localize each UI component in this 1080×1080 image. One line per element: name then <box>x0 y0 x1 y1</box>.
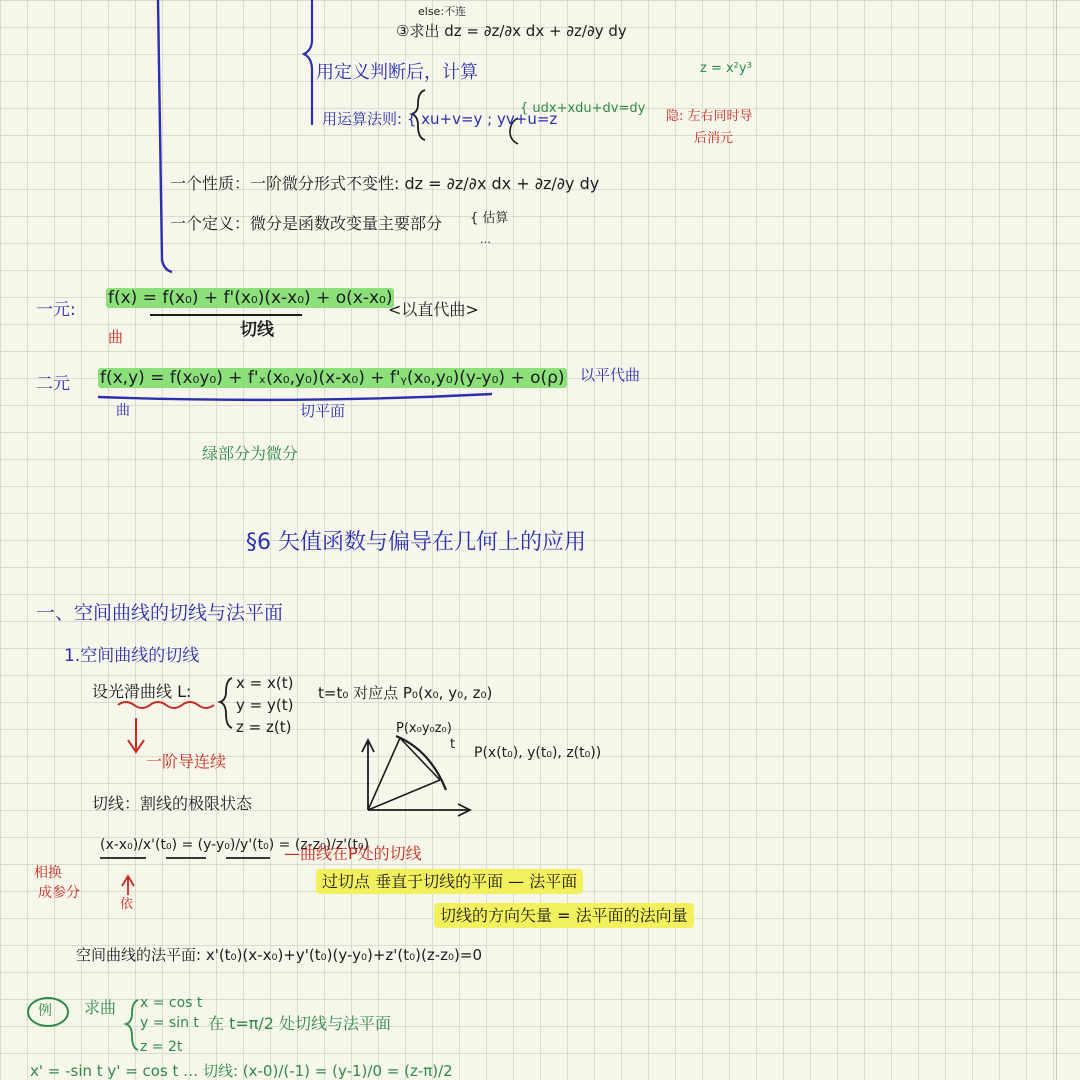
two-var-plane-label: 切平面 <box>300 402 346 420</box>
tangent-equation-note: —曲线在P处的切线 <box>284 844 422 863</box>
curve-definition-label: 设光滑曲线 L: <box>92 682 192 701</box>
yellow-note-direction-vector <box>434 908 694 924</box>
subheading-curve-tangent: 1.空间曲线的切线 <box>64 646 200 666</box>
section-title: §6 矢值函数与偏导在几何上的应用 <box>246 530 586 555</box>
continuity-note: 一阶导连续 <box>146 752 227 771</box>
estimate-ellipsis: … <box>480 233 491 246</box>
else-note: else:不连 <box>418 5 467 18</box>
two-var-underline <box>98 394 492 400</box>
two-var-curve-label: 曲 <box>116 403 130 419</box>
diagram-curve <box>396 736 446 790</box>
param-y: y = y(t) <box>236 696 294 714</box>
param-x: x = x(t) <box>236 674 294 692</box>
property-form-invariance: 一个性质：一阶微分形式不变性: dz = ∂z/∂x dx + ∂z/∂y dy <box>170 174 600 193</box>
example-label: 例 <box>38 1003 52 1019</box>
diagram-p0-label: P(x₀y₀z₀) <box>396 721 452 736</box>
tangent-equation: (x-x₀)/x'(t₀) = (y-y₀)/y'(t₀) = (z-z₀)/z'(t₀) <box>100 837 370 853</box>
item-3-total-differential: ③求出 dz = ∂z/∂x dx + ∂z/∂y dy <box>396 22 627 40</box>
diagram-t-label: t <box>450 737 456 752</box>
method-definition: 用定义判断后，计算 <box>316 62 478 83</box>
diagram-secant-3 <box>400 738 440 780</box>
green-note-differential: 绿部分为微分 <box>202 444 299 463</box>
yellow-note-normal-plane <box>316 874 583 890</box>
red-wavy-underline <box>118 702 214 708</box>
example-z: z = 2t <box>140 1039 183 1055</box>
rule-result: { udx+xdu+dv=dy <box>520 101 646 116</box>
param-z: z = z(t) <box>236 718 292 736</box>
diagram-p-label: P(x(t₀), y(t₀), z(t₀)) <box>474 745 602 761</box>
bottom-partial-line: x' = -sin t y' = cos t … 切线: (x-0)/(-1) = (y-1)/0 = (z-π)/2 <box>30 1062 453 1080</box>
one-var-label: 一元: <box>36 300 76 320</box>
estimate-note: { 估算 <box>470 211 509 226</box>
red-left-note-1: 相换 <box>34 865 62 881</box>
red-under-note: 依 <box>120 897 134 912</box>
normal-plane-equation: 空间曲线的法平面: x'(t₀)(x-x₀)+y'(t₀)(y-y₀)+z'(t₀)(z-z₀)=0 <box>76 946 482 964</box>
right-margin-line <box>1056 0 1057 1080</box>
definition-differential: 一个定义：微分是函数改变量主要部分 <box>170 214 443 233</box>
one-var-curve-label: 曲 <box>108 328 124 346</box>
example-z: z = x²y³ <box>700 61 752 76</box>
param-brace <box>220 678 232 728</box>
example-task: 在 t=π/2 处切线与法平面 <box>208 1014 392 1033</box>
two-var-note: 以平代曲 <box>580 366 641 384</box>
yellow-note-direction-vector-text: 切线的方向矢量 = 法平面的法向量 <box>434 903 694 928</box>
red-left-note-2: 成参分 <box>38 885 80 901</box>
one-var-tangent-label: 切线 <box>240 320 274 340</box>
inner-bracket <box>304 0 312 125</box>
one-var-formula-text: f(x) = f(x₀) + f'(x₀)(x-x₀) + o(x-x₀) <box>108 288 393 308</box>
tangent-limit-definition: 切线：割线的极限状态 <box>92 794 253 813</box>
method-operation-rules: 用运算法则: { xu+v=y ; yv+u=z <box>322 110 558 128</box>
one-var-note: <以直代曲> <box>388 300 479 319</box>
two-var-formula-text: f(x,y) = f(x₀y₀) + f'ₓ(x₀,y₀)(x-x₀) + f'ᵧ(x₀,y₀)(y-y₀) + o(ρ) <box>100 368 565 388</box>
example-y: y = sin t <box>140 1015 199 1031</box>
red-note-implicit-1: 隐: 左右同时导 <box>666 109 753 124</box>
yellow-note-normal-plane-text: 过切点 垂直于切线的平面 — 法平面 <box>316 869 583 894</box>
one-var-formula <box>106 290 394 307</box>
two-var-label: 二元 <box>36 374 70 394</box>
example-text: 求曲 <box>84 998 117 1017</box>
red-arrow-up <box>122 876 134 895</box>
example-x: x = cos t <box>140 995 203 1011</box>
point-definition: t=t₀ 对应点 P₀(x₀, y₀, z₀) <box>318 684 493 702</box>
heading-curve-tangent-normal: 一、空间曲线的切线与法平面 <box>36 602 284 624</box>
red-note-implicit-2: 后消元 <box>694 131 734 146</box>
example-brace <box>126 1000 138 1050</box>
two-var-formula <box>98 370 567 387</box>
